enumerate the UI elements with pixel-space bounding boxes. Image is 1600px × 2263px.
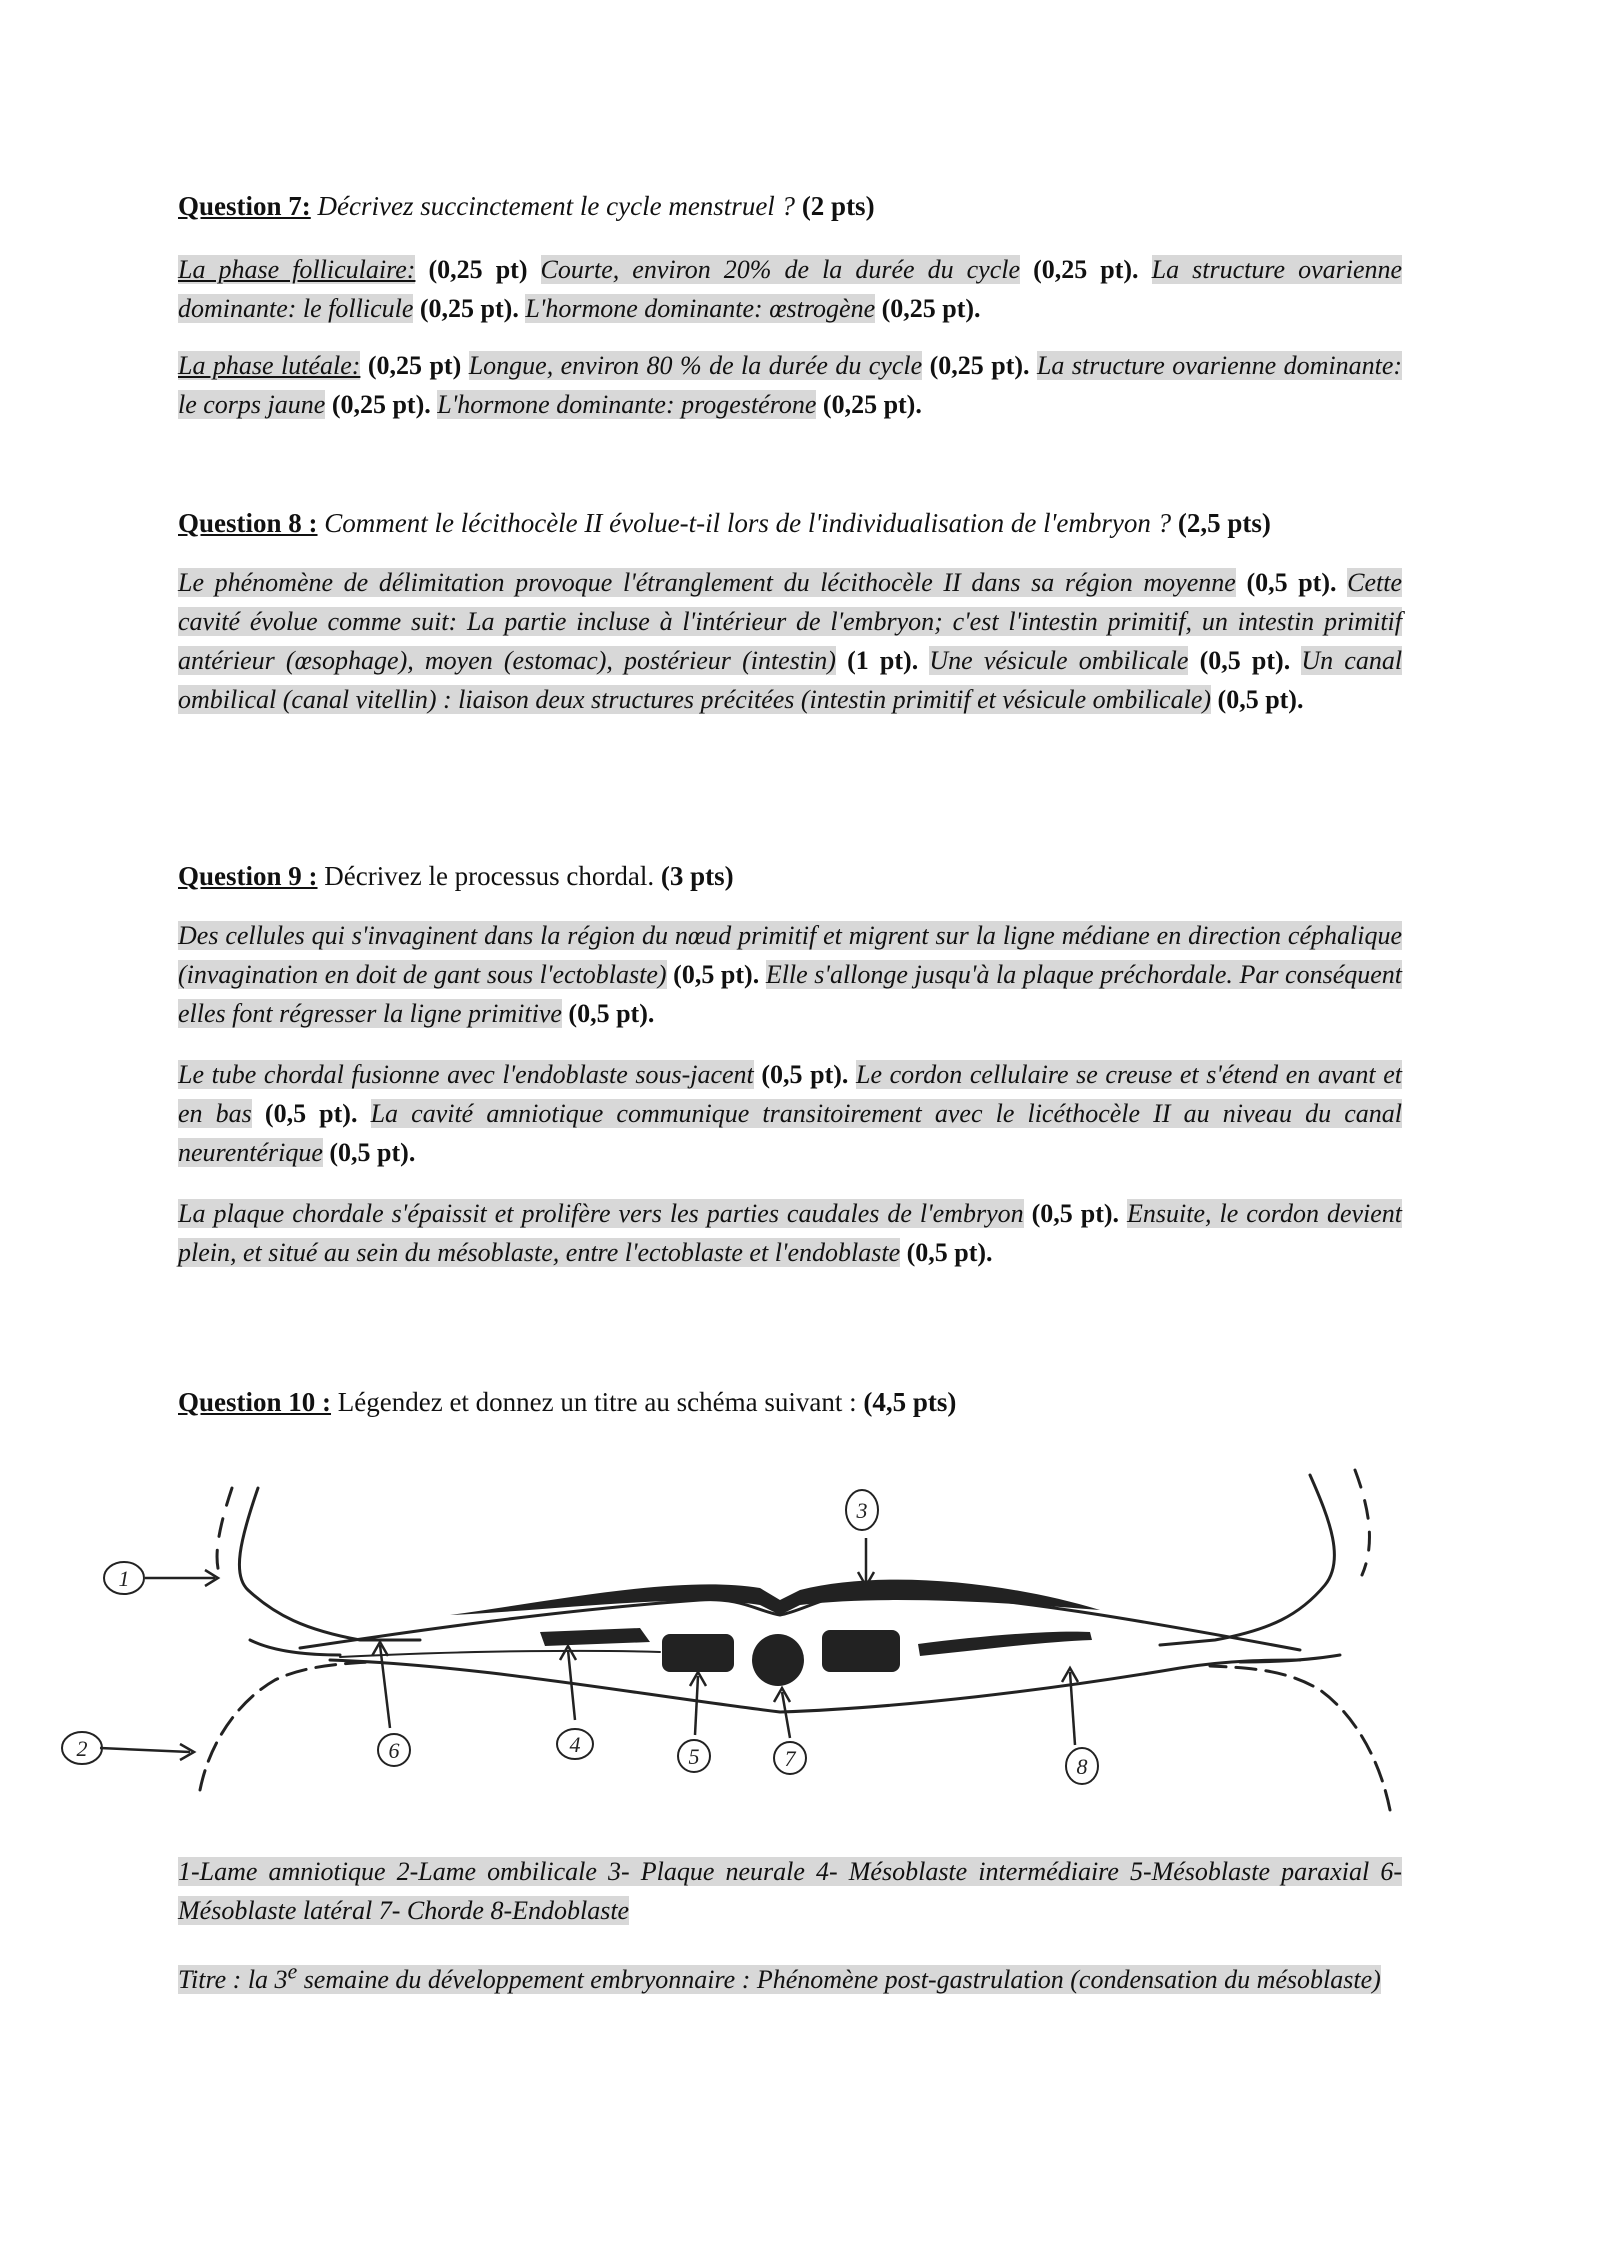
svg-text:1: 1 [118, 1566, 130, 1591]
question-number: Question 10 : [178, 1387, 332, 1417]
left-inner-curve [250, 1640, 340, 1655]
question-prompt: Décrivez succinctement le cycle menstruel ? [317, 191, 796, 221]
answer-score: (0,5 pt). [1199, 646, 1291, 675]
answer-text: Elle s'allonge jusqu'à la plaque préchordale. Par conséquent elles font régresser la ligne primitive [178, 960, 1403, 1028]
label-5 [678, 1740, 710, 1772]
title-superscript: e [287, 1959, 298, 1983]
title-rest: semaine du développement embryonnaire : Phénomène post-gastrulation (condensation du mésoblaste) [297, 1964, 1381, 1994]
answer-text: La plaque chordale s'épaissit et prolifère vers les parties caudales de l'embryon [178, 1199, 1024, 1228]
answer-score: (0,25 pt). [419, 294, 519, 323]
question-number: Question 9 : [178, 861, 318, 891]
label-1 [104, 1562, 144, 1594]
svg-text:5: 5 [688, 1744, 700, 1769]
answer-score: (0,25 pt). [822, 390, 922, 419]
diagram-title [178, 1952, 1402, 1999]
left-dashed-curve [217, 1488, 232, 1580]
question-number: Question 8 : [178, 508, 318, 538]
answer-text: Cette cavité évolue comme suit: La partie incluse à l'intérieur de l'embryon; c'est l'intestin primitif, un intestin primitif antérieur (œsophage), moyen (estomac), postérieur (intestin) [178, 568, 1403, 675]
svg-text:8: 8 [1076, 1754, 1088, 1779]
endoderm-line [330, 1660, 1300, 1712]
svg-text:2: 2 [76, 1736, 88, 1761]
answer-score: (0,5 pt). [264, 1099, 358, 1128]
answer-score: (0,5 pt). [1246, 568, 1337, 597]
question-points: (4,5 pts) [863, 1387, 957, 1417]
neural-plate [450, 1580, 1100, 1615]
title-text [178, 1959, 1381, 1994]
label-4 [557, 1729, 593, 1759]
answer-score: (0,5 pt). [568, 999, 655, 1028]
svg-text:6: 6 [388, 1738, 400, 1763]
answer-text: Le tube chordal fusionne avec l'endoblaste sous-jacent [178, 1060, 754, 1089]
answer-text: La phase folliculaire: [178, 255, 416, 284]
answer-score: (0,25 pt). [929, 351, 1030, 380]
answer-score: (0,25 pt) [367, 351, 462, 380]
question-points: (2,5 pts) [1177, 508, 1271, 538]
svg-text:4: 4 [569, 1732, 581, 1757]
label-8 [1066, 1748, 1098, 1784]
question-points: (3 pts) [660, 861, 734, 891]
answer-score: (0,5 pt). [673, 960, 760, 989]
question-number: Question 7: [178, 191, 311, 221]
question-10-answer [178, 1852, 1402, 1999]
left-yolk-curve [200, 1662, 370, 1790]
answer-score: (0,25 pt). [1033, 255, 1139, 284]
svg-text:7: 7 [784, 1746, 796, 1771]
chorda [752, 1634, 804, 1686]
question-points: (2 pts) [801, 191, 875, 221]
arrow-5 [695, 1676, 698, 1735]
answer-score: (0,25 pt). [881, 294, 981, 323]
answer-text: Courte, environ 20% de la durée du cycle [540, 255, 1021, 284]
answer-score: (0,5 pt). [1217, 685, 1304, 714]
label-3 [846, 1490, 878, 1530]
answer-score: (0,5 pt). [761, 1060, 849, 1089]
answer-text: La structure ovarienne dominante: le corps jaune [178, 351, 1403, 419]
answer-text: Ensuite, le cordon devient plein, et situé au sein du mésoblaste, entre l'ectoblaste et l'endoblaste [178, 1199, 1403, 1267]
answer-score: (0,5 pt). [329, 1138, 416, 1167]
answer-score: (1 pt). [847, 646, 919, 675]
paraxial-mesoblast-left [662, 1634, 734, 1672]
question-prompt: Légendez et donnez un titre au schéma suivant : [337, 1387, 857, 1417]
answer-text: Longue, environ 80 % de la durée du cycle [468, 351, 923, 380]
left-amnion-curve [239, 1488, 420, 1640]
intermediate-mesoblast-left [540, 1628, 650, 1646]
svg-text:3: 3 [856, 1498, 868, 1523]
arrow-2 [100, 1748, 190, 1752]
question-prompt: Décrivez le processus chordal. [324, 861, 655, 891]
legend-text: 1-Lame amniotique 2-Lame ombilicale 3- Plaque neurale 4- Mésoblaste intermédiaire 5-Mésoblaste paraxial 6-Mésoblaste latéral 7- Chorde 8-Endoblaste [178, 1857, 1402, 1925]
diagram-legend [178, 1852, 1402, 1930]
title-prefix: Titre : la 3 [178, 1964, 288, 1994]
answer-score: (0,5 pt). [906, 1238, 993, 1267]
question-prompt: Comment le lécithocèle II évolue-t-il lors de l'individualisation de l'embryon ? [324, 508, 1172, 538]
answer-text: La cavité amniotique communique transitoirement avec le licéthocèle II au niveau du canal neurentérique [178, 1099, 1403, 1167]
answer-score: (0,25 pt) [428, 255, 528, 284]
answer-text: Le phénomène de délimitation provoque l'étranglement du lécithocèle II dans sa région moyenne [178, 568, 1236, 597]
arrow-6 [380, 1645, 390, 1728]
answer-text: Le cordon cellulaire se creuse et s'étend en avant et en bas [178, 1060, 1403, 1128]
answer-text: L'hormone dominante: œstrogène [525, 294, 876, 323]
right-amnion-curve [1160, 1475, 1334, 1645]
right-yolk-curve [1210, 1666, 1390, 1810]
answer-text: La phase lutéale: [178, 351, 361, 380]
answer-text: Un canal ombilical (canal vitellin) : liaison deux structures précitées (intestin primitif et vésicule ombilicale) [178, 646, 1403, 714]
answer-text: La structure ovarienne dominante: le follicule [178, 255, 1403, 323]
answer-score: (0,5 pt). [1031, 1199, 1120, 1228]
label-2 [62, 1732, 102, 1764]
label-7 [774, 1742, 806, 1774]
right-dashed-curve [1355, 1470, 1369, 1575]
intermediate-mesoblast-right [918, 1632, 1092, 1656]
answer-text: Des cellules qui s'invaginent dans la région du nœud primitif et migrent sur la ligne médiane en direction céphalique (invagination en doit de gant sous l'ectoblaste) [178, 921, 1402, 989]
paraxial-mesoblast-right [822, 1630, 900, 1672]
label-6 [378, 1734, 410, 1766]
answer-score: (0,25 pt). [331, 390, 431, 419]
answer-text: L'hormone dominante: progestérone [437, 390, 817, 419]
answer-text: Une vésicule ombilicale [929, 646, 1189, 675]
